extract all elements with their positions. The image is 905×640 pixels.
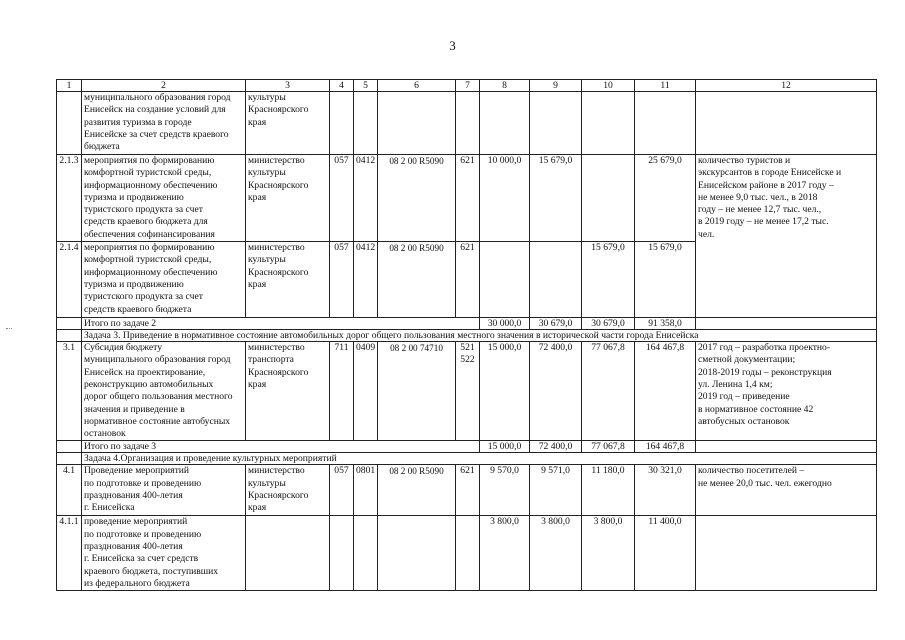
amount-total [635, 92, 696, 155]
amount-2019 [582, 92, 635, 155]
rzpr-cell: 0409 [354, 342, 378, 441]
amount-2017: 10 000,0 [480, 155, 530, 242]
header-cell: 11 [635, 80, 696, 92]
vr-cell: 621 [456, 242, 480, 318]
page-number: 3 [449, 38, 456, 53]
amount-total: 15 679,0 [635, 242, 696, 318]
row-number-cell: 3.1 [57, 342, 82, 441]
responsible-agency: министерство транспорта Красноярского края [246, 342, 330, 441]
header-cell: 5 [354, 80, 378, 92]
rzpr-cell: 0801 [354, 465, 378, 516]
csr-cell: 08 2 00 R5090 [378, 465, 456, 516]
csr-cell: 08 2 00 R5090 [378, 242, 456, 318]
row-number-cell [57, 318, 82, 330]
expected-result: количество посетителей – не менее 20,0 тыс. чел. ежегодно [696, 465, 877, 516]
measure-description: мероприятия по формированию комфортной туристской среды, информационному обеспечению туризма и продвижению туристского продукта за счет средств краевого бюджета для обеспечения софинансирования [82, 155, 246, 242]
header-cell: 10 [582, 80, 635, 92]
row-number-cell [57, 330, 82, 342]
table-row-4-1 [57, 465, 877, 516]
csr-cell: 08 2 00 R5090 [378, 155, 456, 242]
amount-total: 25 679,0 [635, 155, 696, 242]
header-row [57, 80, 877, 92]
header-cell: 12 [696, 80, 877, 92]
row-number-cell [57, 441, 82, 453]
expected-result [696, 318, 877, 330]
rzpr-cell [354, 92, 378, 155]
grbs-cell [330, 516, 354, 591]
row-number-cell [57, 92, 82, 155]
vr-cell [456, 92, 480, 155]
expected-result [696, 516, 877, 591]
amount-2017: 30 000,0 [480, 318, 530, 330]
header-cell: 1 [57, 80, 82, 92]
row-number-cell: 4.1.1 [57, 516, 82, 591]
measure-description: Проведение мероприятий по подготовке и проведению празднования 400-летия г. Енисейска [82, 465, 246, 516]
amount-2017: 15 000,0 [480, 441, 530, 453]
csr-cell: 08 2 00 74710 [378, 342, 456, 441]
responsible-agency: министерство культуры Красноярского края [246, 155, 330, 242]
amount-2018: 3 800,0 [530, 516, 582, 591]
task-3-title-row [57, 330, 877, 342]
program-table [56, 79, 877, 591]
csr-cell [378, 92, 456, 155]
expected-result: количество туристов и экскурсантов в городе Енисейске и Енисейском районе в 2017 году – не менее 9,0 тыс. чел., в 2018 году – не менее 12,7 тыс. чел., в 2019 году – не менее 17,2 тыс. чел. [696, 155, 877, 318]
measure-description: Субсидия бюджету муниципального образования город Енисейск на проектирование, реконструкцию автомобильных дорог общего пользования местного значения и приведение в нормативное состояние автобусных остановок [82, 342, 246, 441]
row-number-cell [57, 453, 82, 465]
expected-result [696, 441, 877, 453]
grbs-cell: 057 [330, 155, 354, 242]
rzpr-cell [354, 516, 378, 591]
vr-cell [456, 516, 480, 591]
amount-2018 [530, 242, 582, 318]
table-row-4-1-1 [57, 516, 877, 591]
amount-2017 [480, 92, 530, 155]
header-cell: 9 [530, 80, 582, 92]
amount-2017 [480, 242, 530, 318]
amount-2018: 30 679,0 [530, 318, 582, 330]
rzpr-cell: 0412 [354, 242, 378, 318]
header-cell: 7 [456, 80, 480, 92]
responsible-agency: министерство культуры Красноярского края [246, 242, 330, 318]
measure-description: муниципального образования город Енисейск на создание условий для развития туризма в городе Енисейске за счет средств краевого бюджета [82, 92, 246, 155]
amount-2019 [582, 155, 635, 242]
measure-description: проведение мероприятий по подготовке и проведению празднования 400-летия г. Енисейска за счет средств краевого бюджета, поступивших из федерального бюджета [82, 516, 246, 591]
grbs-cell: 057 [330, 465, 354, 516]
grbs-cell: 711 [330, 342, 354, 441]
amount-2019: 77 067,8 [582, 441, 635, 453]
amount-total: 164 467,8 [635, 441, 696, 453]
amount-total: 164 467,8 [635, 342, 696, 441]
amount-2018: 15 679,0 [530, 155, 582, 242]
amount-2017: 3 800,0 [480, 516, 530, 591]
row-number-cell: 2.1.4 [57, 242, 82, 318]
amount-2018: 72 400,0 [530, 441, 582, 453]
amount-2019: 30 679,0 [582, 318, 635, 330]
row-number-cell: 4.1 [57, 465, 82, 516]
amount-total: 11 400,0 [635, 516, 696, 591]
amount-2018: 9 571,0 [530, 465, 582, 516]
header-cell: 2 [82, 80, 246, 92]
expected-result [696, 92, 877, 155]
amount-2019: 3 800,0 [582, 516, 635, 591]
header-cell: 4 [330, 80, 354, 92]
measure-description: мероприятия по формированию комфортной туристской среды, информационному обеспечению туризма и продвижению туристского продукта за счет средств краевого бюджета [82, 242, 246, 318]
amount-2018: 72 400,0 [530, 342, 582, 441]
vr-cell: 621 [456, 155, 480, 242]
responsible-agency [246, 516, 330, 591]
responsible-agency: министерство культуры Красноярского края [246, 465, 330, 516]
amount-2018 [530, 92, 582, 155]
grbs-cell [330, 92, 354, 155]
table-row-continuation [57, 92, 877, 155]
total-label: Итого по задаче 2 [82, 318, 480, 330]
header-cell: 8 [480, 80, 530, 92]
responsible-agency: культуры Красноярского края [246, 92, 330, 155]
amount-2017: 15 000,0 [480, 342, 530, 441]
table-row-3-1 [57, 342, 877, 441]
vr-cell: 621 [456, 465, 480, 516]
total-row-task-2 [57, 318, 877, 330]
table-row-2-1-3 [57, 155, 877, 242]
total-label: Итого по задаче 3 [82, 441, 480, 453]
total-row-task-3 [57, 441, 877, 453]
expected-result: 2017 год – разработка проектно- сметной документации; 2018-2019 годы – реконструкция ул. Ленина 1,4 км; 2019 год – приведение в нормативное состояние 42 автобусных остановок [696, 342, 877, 441]
header-cell: 3 [246, 80, 330, 92]
task-4-title-row [57, 453, 877, 465]
csr-cell [378, 516, 456, 591]
task-title: Задача 3. Приведение в нормативное состояние автомобильных дорог общего пользования местного значения в исторической части города Енисейска [82, 330, 877, 342]
grbs-cell: 057 [330, 242, 354, 318]
program-table-frame [56, 79, 876, 591]
task-title: Задача 4.Организация и проведение культурных мероприятий [82, 453, 877, 465]
margin-mark [6, 328, 12, 329]
amount-2019: 15 679,0 [582, 242, 635, 318]
amount-2019: 77 067,8 [582, 342, 635, 441]
amount-2017: 9 570,0 [480, 465, 530, 516]
vr-cell: 521 522 [456, 342, 480, 441]
header-cell: 6 [378, 80, 456, 92]
rzpr-cell: 0412 [354, 155, 378, 242]
amount-2019: 11 180,0 [582, 465, 635, 516]
amount-total: 91 358,0 [635, 318, 696, 330]
amount-total: 30 321,0 [635, 465, 696, 516]
row-number-cell: 2.1.3 [57, 155, 82, 242]
